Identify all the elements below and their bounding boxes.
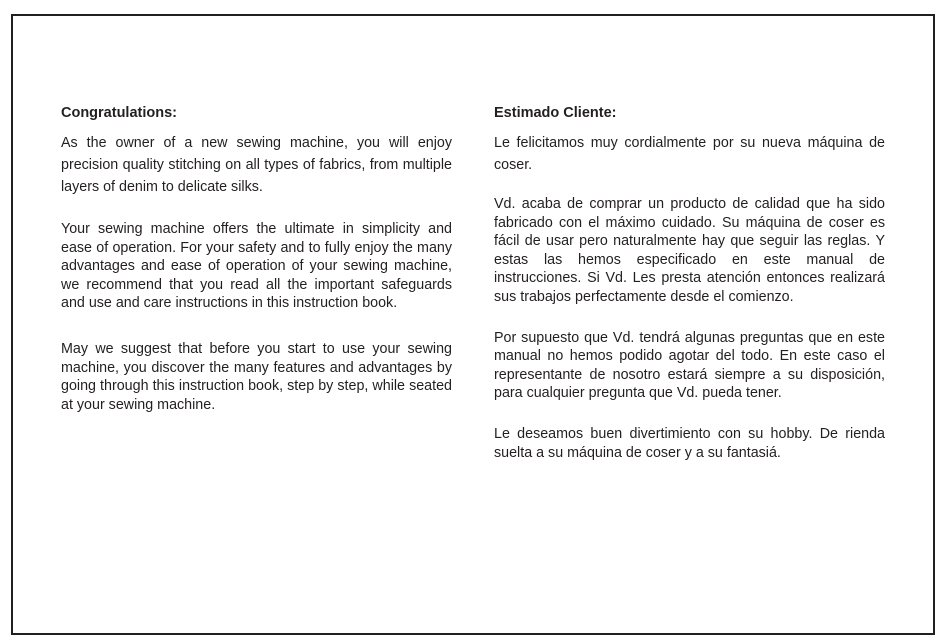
spanish-paragraph-questions: Por supuesto que Vd. tendrá algunas preguntas que en este manual no hemos podido agotar del todo. En este caso el representante de nosotro estará siempre a su disposición, para cualquier pregunta que Vd. pueda tener.: [494, 329, 885, 402]
spanish-paragraph-quality: Vd. acaba de comprar un producto de calidad que ha sido fabricado con el máximo cuidado. Su máquina de coser es fácil de usar pero naturalmente hay que seguir las reglas. Y estas las hemos especificado en este manual de instrucciones. Si Vd. Les presta atención entonces realizará sus trabajos perfectamente desde el comienzo.: [494, 196, 885, 305]
spanish-column: [494, 104, 885, 462]
spanish-paragraph-intro: Le felicitamos muy cordialmente por su nueva máquina de coser.: [494, 135, 885, 173]
spanish-heading: Estimado Cliente:: [494, 105, 617, 121]
spanish-paragraph-closing: Le deseamos buen divertimiento con su hobby. De rienda suelta a su máquina de coser y a su fantasiá.: [494, 425, 885, 461]
english-paragraph-intro: As the owner of a new sewing machine, you will enjoy precision quality stitching on all types of fabrics, from multiple layers of denim to delicate silks.: [61, 135, 452, 195]
english-paragraph-safety: Your sewing machine offers the ultimate in simplicity and ease of operation. For your safety and to fully enjoy the many advantages and ease of operation of your sewing machine, we recommend that you read all the important safeguards and use and care instructions in this instruction book.: [61, 221, 452, 312]
english-heading: Congratulations:: [61, 105, 177, 121]
english-column: [61, 104, 452, 414]
english-paragraph-suggestion: May we suggest that before you start to use your sewing machine, you discover the many features and advantages by going through this instruction book, step by step, while seated at your sewing machine.: [61, 340, 452, 413]
